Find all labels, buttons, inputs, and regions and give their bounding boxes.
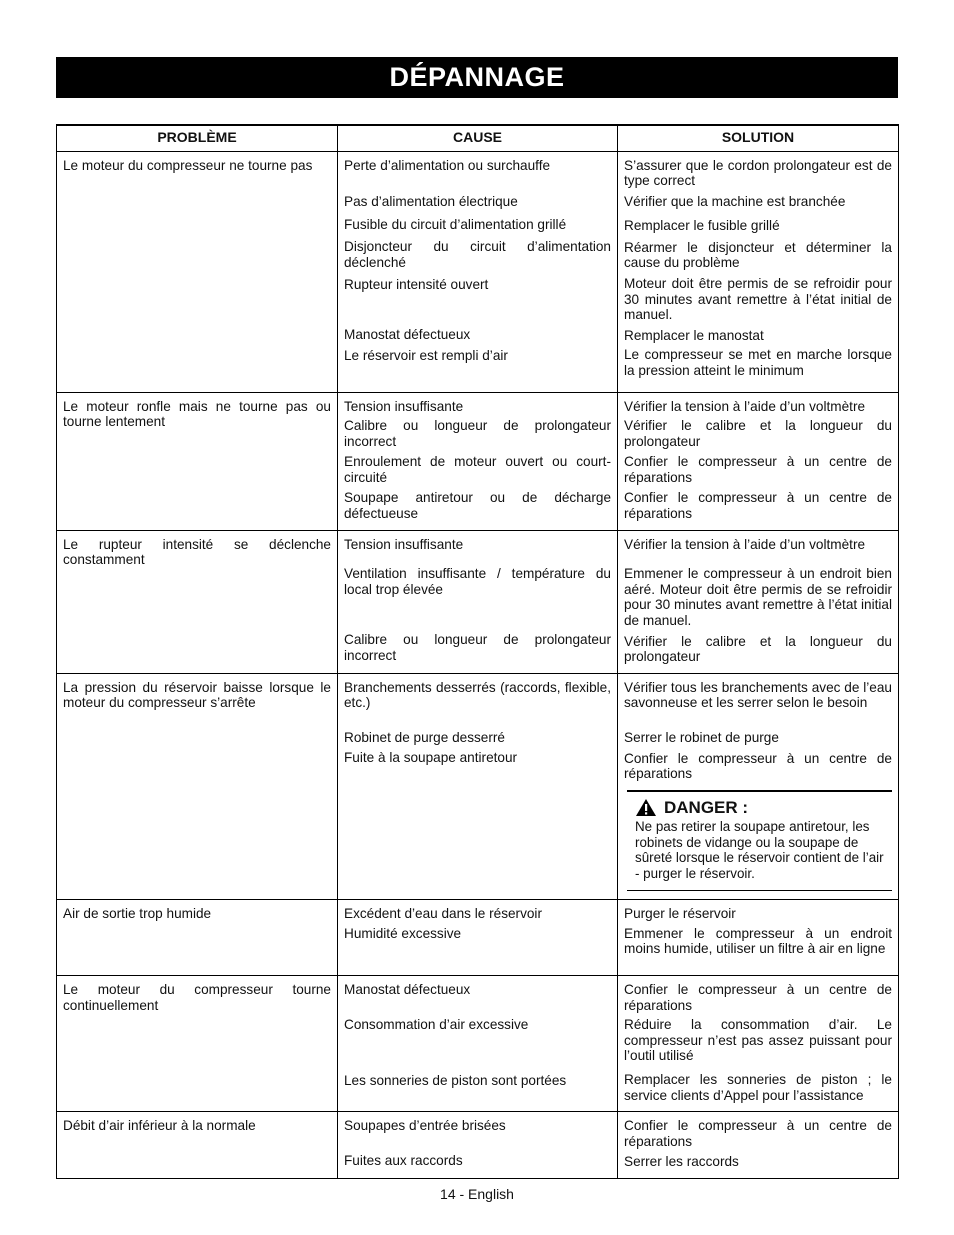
- cause-cell: [338, 1112, 618, 1179]
- solution-item: Emmener le compresseur à un endroit bien aéré. Moteur doit être permis de se refroidir pour 30 minutes avant remettre à l’état initial de manuel.: [624, 566, 892, 629]
- solution-item: Confier le compresseur à un centre de réparations: [624, 490, 892, 522]
- solution-item: Vérifier la tension à l’aide d’un voltmètre: [624, 536, 866, 552]
- cause-item: Excédent d’eau dans le réservoir: [344, 905, 542, 921]
- header-problem: PROBLÈME: [57, 125, 338, 151]
- cause-cell: [338, 899, 618, 975]
- cause-item: Humidité excessive: [344, 925, 462, 941]
- table-row: [57, 1112, 899, 1179]
- cause-item: Consommation d’air excessive: [344, 1016, 529, 1032]
- cause-item: Perte d’alimentation ou surchauffe: [344, 157, 551, 173]
- table-header-row: [57, 125, 899, 151]
- solution-item: Serrer les raccords: [624, 1154, 739, 1170]
- solution-item: Vérifier que la machine est branchée: [624, 193, 846, 209]
- header-cause: CAUSE: [338, 125, 618, 151]
- solution-item: Remplacer le manostat: [624, 327, 764, 343]
- solution-item: Le compresseur se met en marche lorsque la pression atteint le minimum: [624, 347, 892, 379]
- table-row: [57, 392, 899, 530]
- solution-item: Vérifier tous les branchements avec de l’eau savonneuse et les serrer selon le besoin: [624, 679, 892, 711]
- cause-item: Tension insuffisante: [344, 536, 464, 552]
- solution-item: Vérifier le calibre et la longueur du prolongateur: [624, 633, 892, 665]
- cause-item: Enroulement de moteur ouvert ou court-circuité: [344, 454, 611, 485]
- table-row: [57, 530, 899, 673]
- problem-cell: [57, 530, 338, 673]
- table-row: [57, 975, 899, 1111]
- table-row: [57, 151, 899, 392]
- solution-cell: [618, 392, 899, 530]
- solution-cell: [618, 673, 899, 899]
- cause-item: Tension insuffisante: [344, 398, 464, 414]
- cause-item: Soupape antiretour ou de décharge défectueuse: [344, 490, 611, 522]
- danger-title: [635, 798, 884, 818]
- solution-item: Réarmer le disjoncteur et déterminer la cause du problème: [624, 239, 892, 271]
- problem-text: Le rupteur intensité se déclenche constamment: [63, 536, 331, 568]
- cause-item: Ventilation insuffisante / température du local trop élevée: [344, 566, 611, 597]
- page-footer: 14 - English: [440, 1186, 514, 1202]
- solution-item: Remplacer le fusible grillé: [624, 218, 780, 234]
- cause-item: Fuite à la soupape antiretour: [344, 749, 518, 765]
- cause-item: Fusible du circuit d’alimentation grillé: [344, 216, 567, 232]
- solution-item: Vérifier le calibre et la longueur du prolongateur: [624, 418, 892, 449]
- solution-item: Confier le compresseur à un centre de réparations: [624, 1118, 892, 1149]
- solution-cell: [618, 899, 899, 975]
- problem-cell: [57, 975, 338, 1111]
- problem-text: Le moteur du compresseur ne tourne pas: [63, 157, 313, 173]
- problem-text: Le moteur du compresseur tourne continuellement: [63, 981, 331, 1013]
- cause-item: Les sonneries de piston sont portées: [344, 1073, 567, 1089]
- cause-item: Rupteur intensité ouvert: [344, 277, 489, 293]
- cause-cell: [338, 151, 618, 392]
- solution-item: Confier le compresseur à un centre de réparations: [624, 750, 892, 782]
- header-solution: SOLUTION: [618, 125, 899, 151]
- solution-item: Moteur doit être permis de se refroidir pour 30 minutes avant remettre à l’état initial de manuel.: [624, 276, 892, 323]
- solution-item: Serrer le robinet de purge: [624, 730, 779, 745]
- solution-item: S’assurer que le cordon prolongateur est de type correct: [624, 157, 892, 189]
- cause-cell: [338, 530, 618, 673]
- solution-item: Vérifier la tension à l’aide d’un voltmètre: [624, 398, 866, 414]
- cause-item: Robinet de purge desserré: [344, 730, 505, 745]
- problem-cell: [57, 1112, 338, 1179]
- problem-text: Le moteur ronfle mais ne tourne pas ou tourne lentement: [63, 398, 331, 430]
- danger-label: DANGER :: [664, 797, 749, 817]
- problem-cell: [57, 151, 338, 392]
- danger-warning-box: [627, 790, 892, 891]
- solution-item: Emmener le compresseur à un endroit moins humide, utiliser un filtre à air en ligne: [624, 925, 892, 957]
- cause-item: Pas d’alimentation électrique: [344, 194, 518, 210]
- cause-item: Branchements desserrés (raccords, flexible, etc.): [344, 679, 611, 711]
- table-row: [57, 673, 899, 899]
- problem-cell: [57, 392, 338, 530]
- solution-item: Confier le compresseur à un centre de réparations: [624, 981, 892, 1013]
- warning-triangle-icon: [635, 798, 657, 817]
- solution-item: Réduire la consommation d’air. Le compresseur n’est pas assez puissant pour l’outil utilisé: [624, 1017, 892, 1064]
- solution-item: Purger le réservoir: [624, 905, 736, 921]
- problem-cell: [57, 899, 338, 975]
- problem-cell: [57, 673, 338, 899]
- problem-text: Débit d’air inférieur à la normale: [63, 1118, 256, 1134]
- solution-cell: [618, 975, 899, 1111]
- solution-item: Remplacer les sonneries de piston ; le service clients d’Appel pour l’assistance: [624, 1071, 892, 1103]
- solution-cell: [618, 1112, 899, 1179]
- cause-cell: [338, 673, 618, 899]
- cause-item: Le réservoir est rempli d’air: [344, 347, 508, 363]
- danger-text: Ne pas retirer la soupape antiretour, les robinets de vidange ou la soupape de sûreté lorsque le réservoir contient de l’air - purger le réservoir.: [635, 818, 884, 882]
- troubleshooting-table: [56, 124, 899, 1179]
- cause-item: Manostat défectueux: [344, 327, 471, 343]
- cause-item: Disjoncteur du circuit d’alimentation déclenché: [344, 239, 611, 270]
- cause-cell: [338, 392, 618, 530]
- cause-item: Fuites aux raccords: [344, 1152, 463, 1168]
- cause-item: Calibre ou longueur de prolongateur incorrect: [344, 418, 611, 449]
- solution-cell: [618, 530, 899, 673]
- solution-item: Confier le compresseur à un centre de réparations: [624, 454, 892, 485]
- table-row: [57, 899, 899, 975]
- page-title: DÉPANNAGE: [56, 57, 898, 98]
- problem-text: Air de sortie trop humide: [63, 905, 212, 921]
- cause-item: Manostat défectueux: [344, 981, 471, 997]
- solution-cell: [618, 151, 899, 392]
- cause-cell: [338, 975, 618, 1111]
- cause-item: Calibre ou longueur de prolongateur incorrect: [344, 632, 611, 664]
- problem-text: La pression du réservoir baisse lorsque le moteur du compresseur s’arrête: [63, 679, 331, 711]
- cause-item: Soupapes d’entrée brisées: [344, 1118, 506, 1134]
